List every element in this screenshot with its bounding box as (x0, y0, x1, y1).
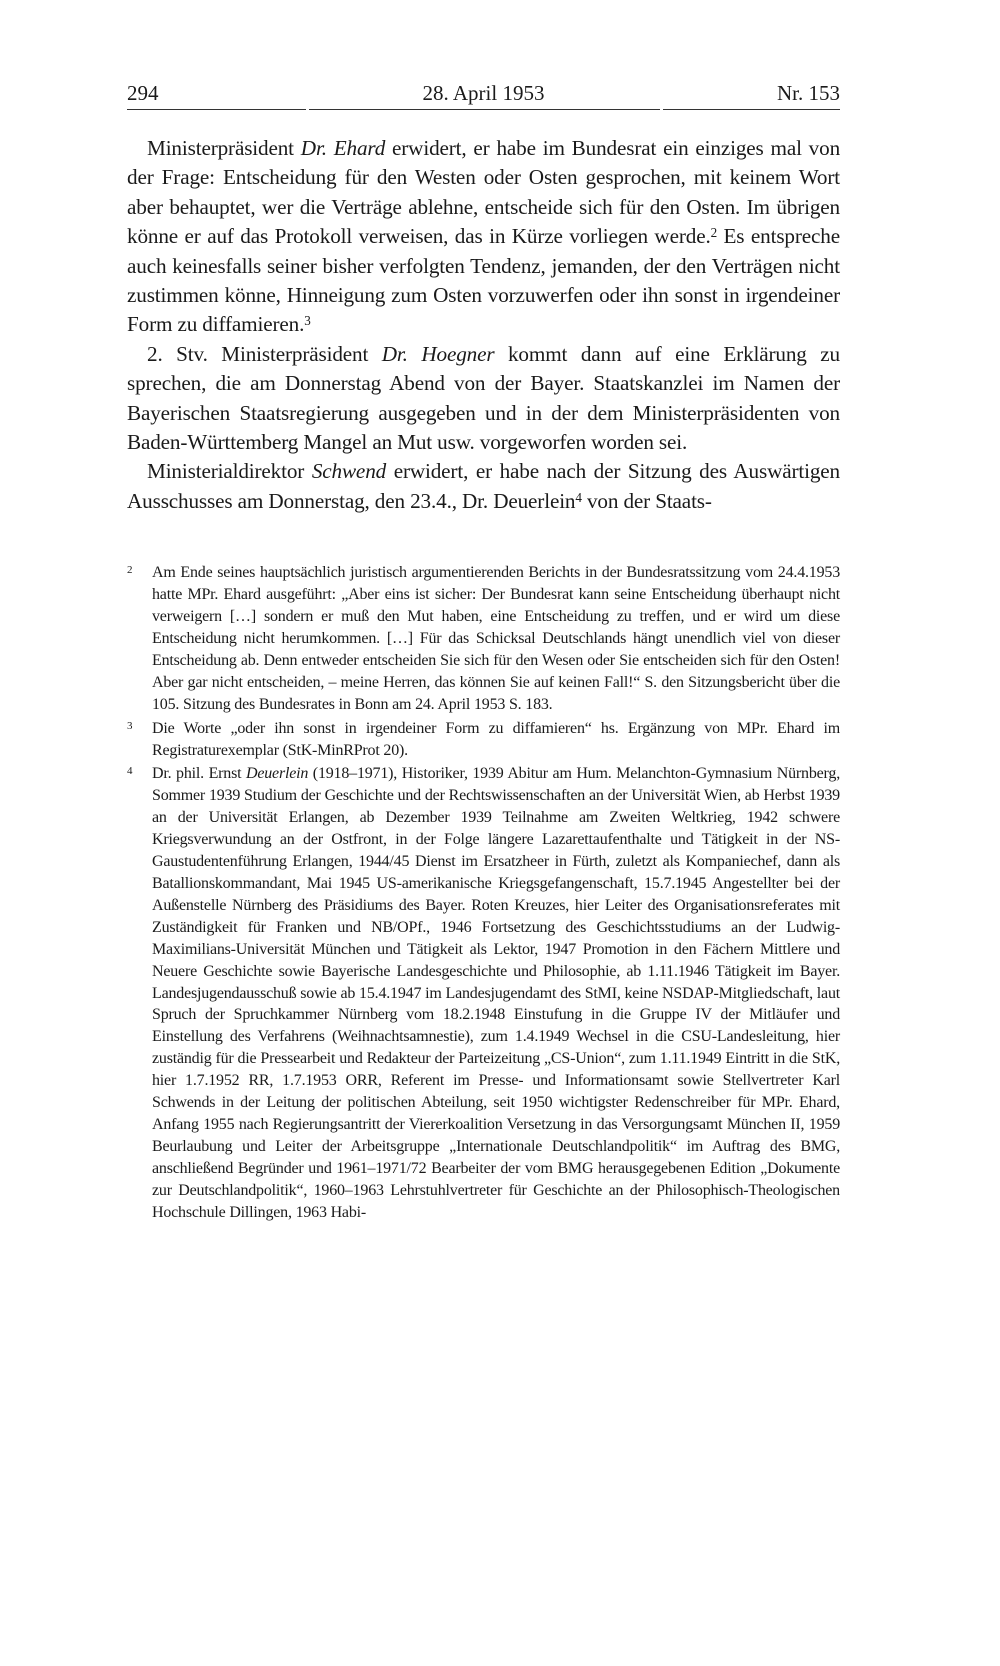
header-rule-gap (660, 108, 663, 111)
footnote-number: 2 (127, 564, 133, 577)
footnote-text (152, 765, 840, 1220)
footnote-text (152, 720, 840, 759)
text-run: 2. Stv. Ministerpräsident (147, 341, 382, 366)
running-header (127, 78, 840, 112)
document-number: Nr. 153 (777, 81, 840, 105)
footnote-reference[interactable]: 3 (304, 313, 311, 329)
main-text (127, 134, 840, 516)
page-number: 294 (127, 81, 159, 105)
text-run: Am Ende seines hauptsächlich juristisch argumentierenden Berichts in der Bundesratssitzung vom 24.4.1953 hatte MPr. Ehard ausgeführt: „Aber eins ist sicher: Der Bundesrat kann seine Entscheidung überhaupt nicht verweigern […] sondern er muß den Mut haben, eine Entscheidung zu treffen, und er wird um diese Entscheidung nicht herumkommen. […] Für das Schicksal Deutschlands hängt unendlich viel von dieser Entscheidung ab. Denn entweder entscheiden Sie sich für den Wesen oder Sie entscheiden sich für den Osten! Aber gar nicht entscheiden, – meine Herren, das können Sie auf keinen Fall!“ S. den Sitzungsbericht über die 105. Sitzung des Bundesrates in Bonn am 24. April 1953 S. 183. (152, 564, 840, 713)
text-run: Es entspreche auch keinesfalls seiner bisher verfolgten Tendenz, jemanden, der den Verträgen nicht zustimmen könne, Hinneigung zum Osten vorzuwerfen oder ihn sonst in irgendeiner Form zu diffamieren. (127, 224, 840, 337)
text-run: erwidert, er habe im Bundesrat ein einziges mal von der Frage: Entscheidung für den Westen oder Osten gesprochen, mit keinem Wort aber behauptet, wer die Verträge ablehne, entscheide sich für den Osten. Im übrigen könne er auf das Protokoll verweisen, das in Kürze vorliegen werde. (127, 136, 841, 249)
footnote (127, 718, 840, 762)
footnote-number: 4 (127, 765, 133, 778)
paragraph (127, 457, 840, 516)
text-run: Dr. phil. Ernst (152, 765, 246, 783)
person-name: Dr. Ehard (300, 136, 386, 160)
paragraph (127, 340, 840, 458)
text-run: (1918–1971), Historiker, 1939 Abitur am Hum. Melanchton-Gymnasium Nürnberg, Sommer 1939 Studium der Geschichte und der Rechtswissenschaften an der Universität Wien, ab Herbst 1939 an der Universität Erlangen, ab Dezember 1939 Teilnahme am Zweiten Weltkrieg, 1942 schwere Kriegsverwundung an der Ostfront, in der Folge längere Lazarettaufenthalte und Tätigkeit in der NS-Gaustudentenführung Erlangen, 1944/45 Dienst im Ersatzheer in Fürth, zuletzt als Kompaniechef, dann als Batallionskommandant, Mai 1945 US-amerikanische Kriegsgefangenschaft, 15.7.1945 Angestellter bei der Außenstelle Nürnberg des Präsidiums des Bayer. Roten Kreuzes, hier Leiter des Organisationsreferates mit Zuständigkeit für Franken und NB/OPf., 1946 Fortsetzung des Geschichtsstudiums an der Ludwig-Maximilians-Universität München und Tätigkeit als Lektor, 1947 Promotion in den Fächern Mittlere und Neuere Geschichte sowie Bayerische Landesgeschichte und Philosophie, ab 1.11.1946 Tätigkeit im Bayer. Landesjugendausschuß sowie ab 15.4.1947 im Landesjugendamt des StMI, keine NSDAP-Mitgliedschaft, laut Spruch der Spruchkammer Nürnberg vom 18.2.1948 Einstufung in die Gruppe IV der Mitläufer und Einstellung des Verfahrens (Weihnachtsamnestie), zum 1.4.1949 Wechsel in die CSU-Landesleitung, hier zuständig für die Pressearbeit und Redakteur der Parteizeitung „CS-Union“, zum 1.11.1949 Eintritt in die StK, hier 1.7.1952 RR, 1.7.1953 ORR, Referent im Presse- und Informationsamt sowie Stellvertreter Karl Schwends in der Leitung der politischen Abteilung, seit 1950 wichtigster Redenschreiber für MPr. Ehard, Anfang 1955 nach Regierungsantritt der Viererkoalition Versetzung in das Versorgungsamt München II, 1959 Beurlaubung und Leiter der Arbeitsgruppe „Internationale Deutschlandpolitik“ im Auftrag des BMG, anschließend Begründer und 1961–1971/72 Bearbeiter der vom BMG herausgegebenen Edition „Dokumente zur Deutschlandpolitik“, 1960–1963 Lehrstuhlvertreter für Geschichte an der Philosophisch-Theologischen Hochschule Dillingen, 1963 Habi- (152, 765, 840, 1221)
text-run: von der Staats- (581, 488, 712, 513)
header-date: 28. April 1953 (422, 81, 545, 105)
footnote-reference[interactable]: 2 (710, 225, 718, 241)
person-name: Deuerlein (245, 765, 309, 783)
header-rule (127, 109, 840, 110)
footnote (127, 562, 840, 715)
footnote-text (152, 564, 840, 712)
footnote (127, 763, 840, 1223)
footnotes (127, 562, 840, 1223)
paragraph (127, 134, 840, 340)
document-page (127, 78, 840, 1225)
footnote-reference[interactable]: 4 (575, 489, 582, 505)
text-run: Ministerialdirektor (147, 459, 312, 484)
text-run: Die Worte „oder ihn sonst in irgendeiner Form zu diffamieren“ hs. Ergänzung von MPr. Ehard im Registraturexemplar (StK-MinRProt 20). (152, 719, 840, 759)
person-name: Schwend (311, 459, 387, 484)
footnote-number: 3 (127, 719, 133, 732)
text-run: kommt dann auf eine Erklärung zu sprechen, die am Donnerstag Abend von der Bayer. Staatskanzlei im Namen der Bayerischen Staatsregierung ausgegeben und in der dem Ministerpräsidenten von Baden-Württemberg Mangel an Mut usw. vorgeworfen worden sei. (127, 341, 840, 455)
header-rule-gap (306, 108, 309, 111)
text-run: erwidert, er habe nach der Sitzung des Auswärtigen Ausschusses am Donnerstag, den 23.4., Dr. Deuerlein (127, 459, 840, 513)
person-name: Dr. Hoegner (381, 341, 495, 366)
text-run: Ministerpräsident (147, 136, 301, 160)
